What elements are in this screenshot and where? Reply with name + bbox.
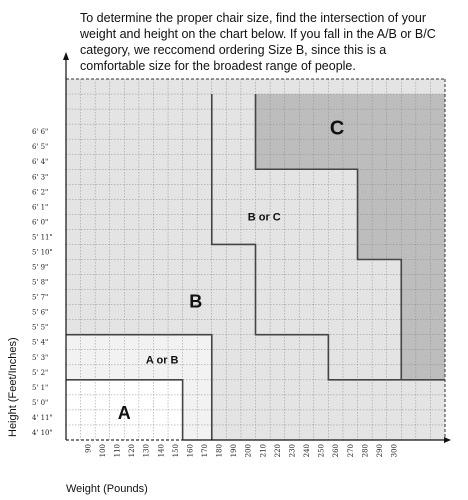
y-tick-label: 6' 2" [32, 188, 49, 197]
x-tick-label: 220 [273, 444, 282, 458]
x-tick-label: 140 [157, 444, 166, 458]
instructions-text: To determine the proper chair size, find the intersection of your weight and height on the chart below. If you fall in the A/B or B/C category, we reccomend ordering Size B, since this is a comfortable size for the broadest range of people. [80, 11, 436, 73]
x-axis-title: Weight (Pounds) [66, 483, 148, 495]
y-tick-label: 5' 7" [32, 293, 49, 302]
y-tick-label: 5' 10" [32, 248, 53, 257]
y-tick-label: 4' 11" [32, 413, 53, 422]
x-tick-label: 230 [288, 444, 297, 458]
x-tick-label: 130 [142, 444, 151, 458]
y-tick-label: 5' 11" [32, 233, 53, 242]
y-tick-label: 6' 6" [32, 128, 49, 137]
x-tick-label: 260 [332, 444, 341, 458]
x-tick-label: 200 [244, 444, 253, 458]
x-tick-label: 160 [186, 444, 195, 458]
y-tick-label: 5' 6" [32, 308, 49, 317]
y-tick-label: 5' 0" [32, 398, 49, 407]
y-tick-label: 4' 10" [32, 428, 53, 437]
y-tick-label: 5' 9" [32, 263, 49, 272]
x-tick-label: 290 [375, 444, 384, 458]
x-tick-label: 280 [361, 444, 370, 458]
x-tick-label: 250 [317, 444, 326, 458]
y-tick-label: 6' 1" [32, 203, 49, 212]
x-tick-labels [84, 444, 398, 457]
x-tick-label: 90 [84, 444, 93, 453]
y-tick-label: 6' 5" [32, 143, 49, 152]
x-tick-label: 110 [113, 444, 122, 458]
y-axis-title: Height (Feet/Inches) [7, 337, 19, 437]
x-tick-label: 270 [346, 444, 355, 458]
x-tick-label: 180 [215, 444, 224, 458]
y-tick-label: 5' 3" [32, 353, 49, 362]
x-tick-label: 120 [128, 444, 137, 458]
zone-label-c: C [329, 117, 345, 140]
x-tick-label: 100 [98, 444, 107, 458]
x-tick-label: 170 [200, 444, 209, 458]
y-tick-label: 5' 2" [32, 368, 49, 377]
y-tick-labels [32, 128, 53, 437]
x-tick-label: 240 [303, 444, 312, 458]
y-tick-label: 6' 4" [32, 158, 49, 167]
y-axis-arrow [63, 52, 69, 60]
y-tick-label: 5' 4" [32, 338, 49, 347]
y-tick-label: 5' 8" [32, 278, 49, 287]
x-tick-label: 190 [230, 444, 239, 458]
zone-label-b-or-c: B or C [247, 211, 281, 224]
y-tick-label: 6' 3" [32, 173, 49, 182]
x-tick-label: 210 [259, 444, 268, 458]
zone-label-a: A [117, 402, 131, 423]
zone-label-a-or-b: A or B [145, 354, 179, 367]
y-tick-label: 5' 1" [32, 383, 49, 392]
zone-label-b: B [189, 291, 203, 312]
x-axis-arrow [444, 437, 451, 443]
x-tick-label: 300 [390, 444, 399, 458]
y-tick-label: 5' 5" [32, 323, 49, 332]
y-tick-label: 6' 0" [32, 218, 49, 227]
x-tick-label: 150 [171, 444, 180, 458]
